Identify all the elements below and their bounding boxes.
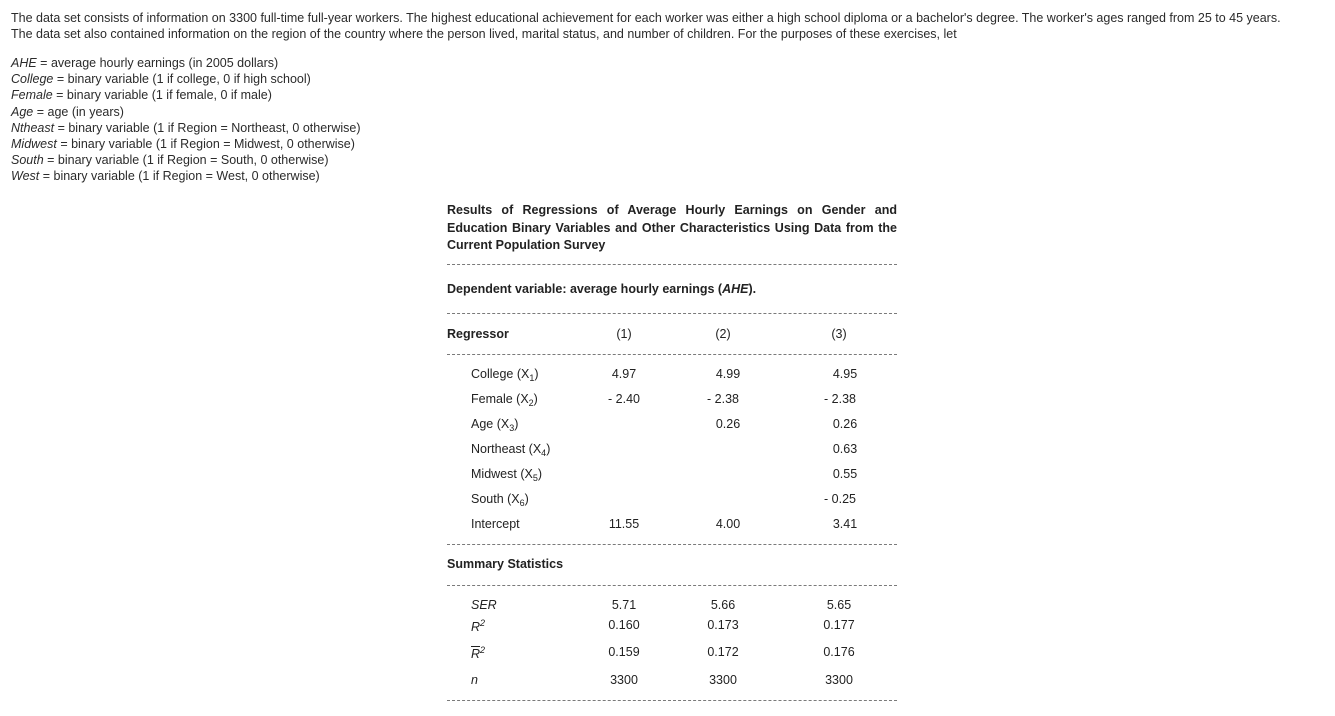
cell-col-2: - 2.38	[707, 392, 739, 406]
cell-col-3: 0.55	[832, 467, 858, 481]
dependent-variable-label: Dependent variable: average hourly earnings (AHE).	[447, 282, 757, 296]
header-col-2: (2)	[715, 327, 731, 341]
cell-col-2: 4.00	[715, 517, 741, 531]
table-rule	[447, 700, 897, 701]
row-label: $\overline{R}$	[471, 647, 481, 662]
cell-col-1: 11.55	[608, 517, 640, 531]
table-rule	[447, 313, 897, 314]
row-label: Intercept	[471, 517, 520, 531]
row-label: R	[471, 620, 481, 635]
header-col-1: (1)	[616, 327, 632, 341]
table-rule	[447, 585, 897, 586]
cell-col-3: 0.63	[832, 442, 858, 456]
definition-female: Female = binary variable (1 if female, 0 if male)	[11, 88, 272, 103]
cell-col-1: 5.71	[611, 598, 637, 612]
intro-line-2: The data set also contained information on the region of the country where the person lived, marital status, and number of children. For the purposes of these exercises, let	[11, 27, 957, 41]
table-rule	[447, 264, 897, 265]
row-label: Northeast (X	[471, 442, 542, 456]
row-label: South (X	[471, 492, 520, 506]
cell-col-2: 0.172	[707, 645, 739, 659]
cell-col-2: 4.99	[715, 367, 741, 381]
cell-col-1: - 2.40	[608, 392, 640, 406]
cell-col-3: 3.41	[832, 517, 858, 531]
cell-col-1: 0.160	[608, 618, 640, 632]
cell-col-3: - 2.38	[824, 392, 856, 406]
cell-col-1: 0.159	[608, 645, 640, 659]
row-label: n	[471, 673, 478, 687]
cell-col-2: 0.26	[715, 417, 741, 431]
row-label: Midwest (X	[471, 467, 533, 481]
row-label: College (X	[471, 367, 530, 381]
variable-definitions	[11, 55, 361, 185]
cell-col-3: 5.65	[826, 598, 852, 612]
definition-ntheast: Ntheast = binary variable (1 if Region = Northeast, 0 otherwise)	[11, 120, 361, 135]
definition-south: South = binary variable (1 if Region = South, 0 otherwise)	[11, 153, 329, 168]
cell-col-3: 0.176	[823, 645, 855, 659]
definition-college: College = binary variable (1 if college, 0 if high school)	[11, 72, 311, 87]
cell-col-1: 3300	[610, 673, 638, 687]
cell-col-3: 0.26	[832, 417, 858, 431]
cell-col-1: 4.97	[611, 367, 637, 381]
cell-col-2: 0.173	[707, 618, 739, 632]
intro-paragraph	[11, 10, 1333, 42]
definition-age: Age = age (in years)	[11, 104, 124, 119]
summary-statistics-title: Summary Statistics	[447, 557, 564, 571]
table-rule	[447, 354, 897, 355]
definition-ahe: AHE = average hourly earnings (in 2005 dollars)	[11, 56, 279, 70]
table-title: Results of Regressions of Average Hourly Earnings on Gender and Education Binary Variables and Other Characteristics Using Data from the Current Population Survey	[447, 203, 897, 252]
cell-col-2: 5.66	[710, 598, 736, 612]
intro-line-1: The data set consists of information on 3300 full-time full-year workers. The highest educational achievement for each worker was either a high school diploma or a bachelor's degree. The worker's ages ranged from 25 to 45 years.	[11, 11, 1281, 25]
cell-col-3: 4.95	[832, 367, 858, 381]
cell-col-3: 0.177	[823, 618, 855, 632]
row-label: Female (X	[471, 392, 529, 406]
cell-col-2: 3300	[709, 673, 737, 687]
row-label: Age (X	[471, 417, 510, 431]
row-label: SER	[471, 598, 497, 612]
cell-col-3: - 0.25	[824, 492, 856, 506]
header-regressor: Regressor	[447, 327, 509, 341]
definition-west: West = binary variable (1 if Region = West, 0 otherwise)	[11, 169, 320, 184]
table-rule	[447, 544, 897, 545]
definition-midwest: Midwest = binary variable (1 if Region = Midwest, 0 otherwise)	[11, 137, 355, 152]
cell-col-3: 3300	[825, 673, 853, 687]
header-col-3: (3)	[831, 327, 847, 341]
